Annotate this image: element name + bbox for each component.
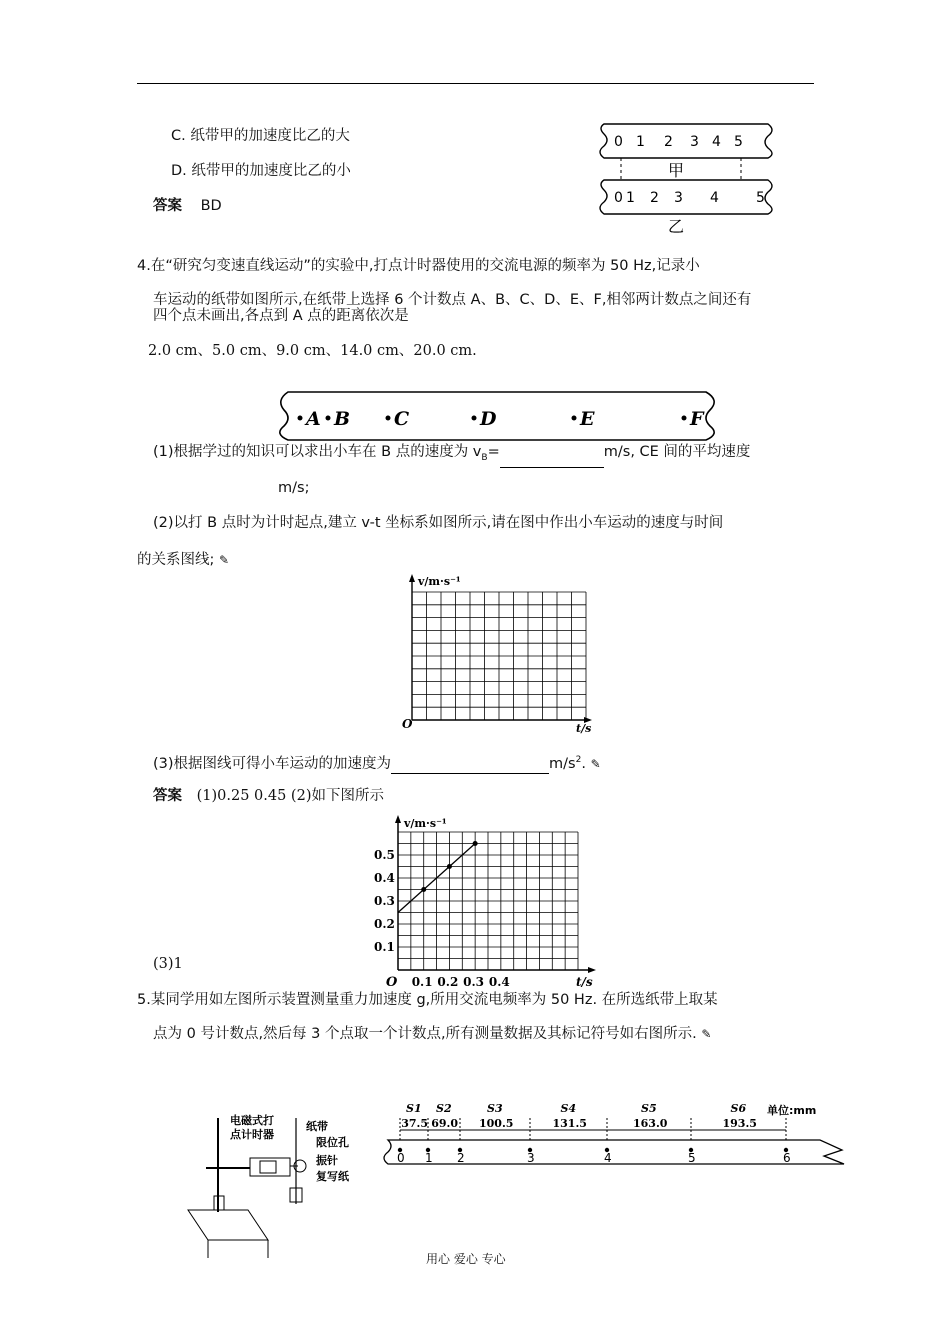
tape-point-C: C <box>394 408 410 430</box>
q4-p1-text2: m/s, CE 间的平均速度 <box>603 444 751 460</box>
tape5-seg-value-1: 37.5 <box>401 1117 428 1130</box>
footer: 用心 爱心 专心 <box>426 1252 506 1266</box>
q4-part1-unit: m/s; <box>278 480 310 496</box>
tape-dot-F <box>682 416 687 421</box>
q4-p2b: 的关系图线; <box>137 552 215 568</box>
chart-ytick-0.1: 0.1 <box>374 940 395 954</box>
q5-line2 <box>153 1024 711 1044</box>
blank-origin: O <box>402 717 413 731</box>
tape5-unit: 单位:mm <box>767 1104 817 1117</box>
chart-xtick-0.4: 0.4 <box>488 975 510 989</box>
tape5-seg-label-S2: S2 <box>436 1102 452 1115</box>
timer-coil <box>260 1161 276 1173</box>
header-rule <box>137 83 814 84</box>
option-c: C. 纸带甲的加速度比乙的大 <box>171 128 350 144</box>
answer-label: 答案 <box>153 198 182 214</box>
q4-line4: 2.0 cm、5.0 cm、9.0 cm、14.0 cm、20.0 cm. <box>148 343 477 359</box>
tape-diagram-jia-yi <box>596 118 782 236</box>
blank-y-arrow <box>409 574 415 582</box>
tape5-point-6: 6 <box>783 1151 791 1165</box>
jia-mark-4: 4 <box>712 134 721 150</box>
q4-ans-label: 答案 <box>153 788 182 804</box>
tape-label: 纸带 <box>306 1120 328 1133</box>
q4-p3-text: (3)根据图线可得小车运动的加速度为 <box>153 755 392 772</box>
tape-dot-C <box>386 416 391 421</box>
tape-point-A: A <box>306 408 321 430</box>
tape-point-E: E <box>580 408 595 430</box>
yi-mark-2: 2 <box>650 190 659 206</box>
answer-blank-vb[interactable] <box>500 451 604 468</box>
yi-mark-4: 4 <box>710 190 719 206</box>
jia-mark-5: 5 <box>734 134 743 150</box>
chart-point-3 <box>473 841 478 846</box>
chart-point-2 <box>447 864 452 869</box>
answer-3 <box>153 196 222 216</box>
chart-ylabel: v/m·s⁻¹ <box>404 817 447 830</box>
tape5-point-0: 0 <box>397 1151 405 1165</box>
jia-mark-3: 3 <box>690 134 699 150</box>
chart-ytick-0.4: 0.4 <box>374 871 395 885</box>
yi-label: 乙 <box>668 217 685 236</box>
tape-abcdef <box>270 388 726 444</box>
blank-ylabel: v/m·s⁻¹ <box>418 575 461 588</box>
chart-xlabel: t/s <box>576 975 593 989</box>
tape5-seg-label-S6: S6 <box>730 1102 747 1115</box>
pencil-icon: ✎ <box>590 756 601 771</box>
chart-point-1 <box>421 887 426 892</box>
yi-mark-3: 3 <box>674 190 683 206</box>
tape5-seg-value-6: 193.5 <box>722 1117 757 1130</box>
jia-label: 甲 <box>668 161 685 180</box>
tape5-seg-label-S4: S4 <box>560 1102 577 1115</box>
tape5-seg-value-5: 163.0 <box>633 1117 668 1130</box>
tape-dot-D <box>472 416 477 421</box>
tape-dot-A <box>298 416 303 421</box>
table-top <box>188 1210 268 1240</box>
jia-mark-1: 1 <box>636 134 645 150</box>
q4-p1-sub: B <box>481 452 488 463</box>
chart-y-arrow <box>395 815 401 823</box>
timer-label-2: 点计时器 <box>230 1128 274 1141</box>
measurement-tape <box>380 1098 850 1178</box>
chart-ytick-0.2: 0.2 <box>374 917 395 931</box>
jia-mark-0: 0 <box>614 134 623 150</box>
answer-value: BD <box>200 198 222 214</box>
tape5-seg-value-2: 69.0 <box>431 1117 458 1130</box>
yi-mark-1: 1 <box>626 190 635 206</box>
chart-xtick-0.3: 0.3 <box>463 975 485 989</box>
tape5-point-4: 4 <box>604 1151 612 1165</box>
yi-mark-0: 0 <box>614 190 623 206</box>
timer-label-1: 电磁式打 <box>230 1114 274 1127</box>
tape-dot-B <box>326 416 331 421</box>
tape-point-D: D <box>480 408 497 430</box>
q4-answer <box>153 786 384 806</box>
jia-mark-2: 2 <box>664 134 673 150</box>
q4-part2-line2 <box>137 550 229 570</box>
blank-xlabel: t/s <box>576 722 592 734</box>
q4-part3 <box>153 750 601 774</box>
tape5-point-5: 5 <box>688 1151 696 1165</box>
chart-origin: O <box>386 975 398 990</box>
answer-blank-accel[interactable] <box>391 757 549 774</box>
option-d: D. 纸带甲的加速度比乙的小 <box>171 163 351 179</box>
tape-point-B: B <box>334 408 351 430</box>
q4-answer-3: (3)1 <box>153 956 183 972</box>
chart-x-arrow <box>588 967 596 973</box>
yi-mark-5: 5 <box>756 190 765 206</box>
tape5-point-3: 3 <box>527 1151 535 1165</box>
q4-line1: 4.在“研究匀变速直线运动”的实验中,打点计时器使用的交流电源的频率为 50 Hz,记录小 <box>137 258 700 274</box>
q5-line2-text: 点为 0 号计数点,然后每 3 个点取一个计数点,所有测量数据及其标记符号如右图所示. <box>153 1026 697 1042</box>
chart-xtick-0.2: 0.2 <box>437 975 459 989</box>
chart-xtick-0.1: 0.1 <box>411 975 433 989</box>
answer-vt-chart <box>368 814 604 994</box>
tape5-point-2: 2 <box>457 1151 465 1165</box>
tape-jia-outline <box>600 124 772 158</box>
needle-label: 振针 <box>316 1154 338 1167</box>
chart-ytick-0.5: 0.5 <box>374 848 395 862</box>
tape5-outline <box>384 1140 844 1164</box>
q4-line2: 车运动的纸带如图所示,在纸带上选择 6 个计数点 A、B、C、D、E、F,相邻两计数点之间还有 <box>153 292 752 308</box>
q4-p3-sup: 2 <box>575 755 582 765</box>
limit-hole-label: 限位孔 <box>316 1136 349 1149</box>
apparatus-diagram <box>178 1100 388 1258</box>
blank-vt-grid[interactable] <box>400 572 600 734</box>
tape5-seg-label-S5: S5 <box>641 1102 657 1115</box>
q4-p3-unit: m/s <box>549 755 576 772</box>
pencil-icon: ✎ <box>701 1027 712 1041</box>
q4-part1 <box>153 442 750 468</box>
q4-line3: 四个点未画出,各点到 A 点的距离依次是 <box>153 308 409 324</box>
q4-p1-text: (1)根据学过的知识可以求出小车在 B 点的速度为 v <box>153 444 482 460</box>
q5-line1: 5.某同学用如左图所示装置测量重力加速度 g,所用交流电频率为 50 Hz. 在所选纸带上取某 <box>137 992 718 1008</box>
chart-ytick-0.3: 0.3 <box>374 894 395 908</box>
tape-dot-E <box>572 416 577 421</box>
tape5-seg-value-3: 100.5 <box>479 1117 514 1130</box>
tape5-seg-value-4: 131.5 <box>552 1117 587 1130</box>
q4-ans-text: (1)0.25 0.45 (2)如下图所示 <box>196 788 384 804</box>
carbon-label: 复写纸 <box>316 1170 349 1183</box>
tape5-seg-label-S3: S3 <box>487 1102 503 1115</box>
tape5-seg-label-S1: S1 <box>406 1102 422 1115</box>
q4-p1-eq: = <box>487 444 500 460</box>
pencil-icon: ✎ <box>219 553 230 567</box>
q4-part2-line1: (2)以打 B 点时为计时起点,建立 v-t 坐标系如图所示,请在图中作出小车运动的速度与时间 <box>153 515 724 531</box>
q4-p3-dot: . <box>581 755 586 772</box>
tape5-point-1: 1 <box>425 1151 433 1165</box>
tape-point-F: F <box>690 408 704 430</box>
